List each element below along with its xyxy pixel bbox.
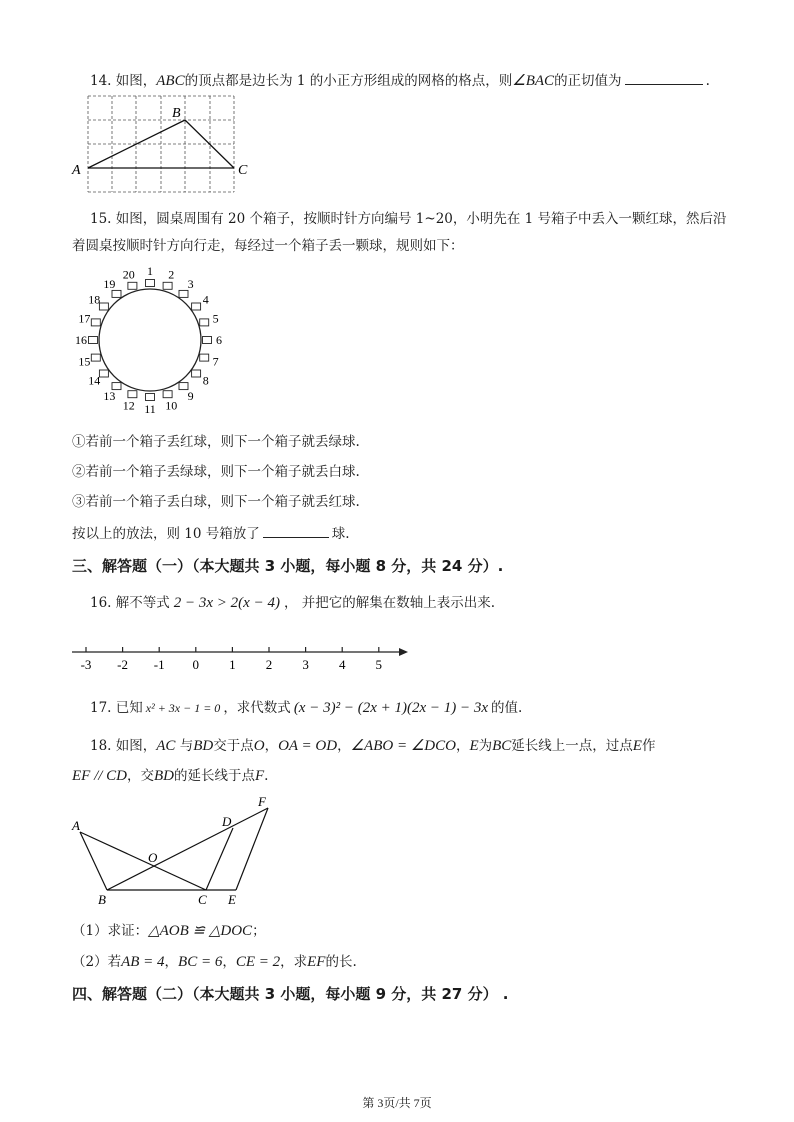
tick-label: 0	[192, 657, 200, 672]
q18-part2: （2）若AB = 4，BC = 6，CE = 2，求EF的长.	[72, 954, 357, 970]
box-label-18: 18	[88, 292, 101, 307]
q15-question: 按以上的放法，则 10 号箱放了 球.	[72, 526, 350, 542]
fig-label-E: E	[228, 892, 236, 907]
page-footer: 第 3页/共 7页	[362, 1096, 432, 1110]
box-label-11: 11	[144, 402, 156, 416]
tick-label: -3	[80, 657, 92, 672]
q18-line1: 18. 如图，AC 与BD交于点O，OA = OD，∠ABO = ∠DCO，E为BC延长线上一点，过点E作	[90, 738, 656, 754]
box-label-20: 20	[122, 267, 135, 282]
q15-rule3: ③若前一个箱子丢白球，则下一个箱子就丢红球.	[72, 494, 360, 510]
box-label-2: 2	[168, 267, 175, 282]
q18-line2: EF // CD，交BD的延长线于点F.	[72, 768, 269, 784]
q14-text: 14. 如图，ABC的顶点都是边长为 1 的小正方形组成的网格的格点，则∠BAC的正切值为 .	[90, 73, 710, 89]
q16-text: 16. 解不等式 2 − 3x > 2(x − 4) ， 并把它的解集在数轴上表示出来.	[90, 595, 496, 611]
label-C: C	[238, 163, 248, 178]
box-label-8: 8	[202, 373, 209, 388]
section-4-heading: 四、解答题（二）（本大题共 3 小题，每小题 9 分，共 27 分） .	[72, 985, 509, 1003]
q17-text: 17. 已知 x² + 3x − 1 = 0 ，求代数式 (x − 3)² − (2x + 1)(2x − 1) − 3x 的值.	[90, 700, 523, 716]
fig-label-O: O	[148, 850, 158, 865]
q18-part1: （1）求证：△AOB ≌ △DOC；	[72, 923, 266, 939]
box-label-10: 10	[165, 398, 178, 413]
box-label-9: 9	[187, 388, 194, 403]
box-label-6: 6	[216, 333, 222, 347]
box-label-5: 5	[212, 311, 219, 326]
box-label-12: 12	[122, 398, 135, 413]
fig-label-A: A	[72, 818, 80, 833]
box-label-4: 4	[202, 292, 209, 307]
box-label-17: 17	[78, 311, 91, 326]
q15-line2: 着圆桌按顺时针方向行走，每经过一个箱子丢一颗球，规则如下：	[72, 238, 464, 254]
box-label-3: 3	[187, 277, 194, 292]
tick-label: 3	[302, 657, 309, 672]
tick-label: 5	[375, 657, 383, 672]
label-B: B	[172, 106, 181, 121]
box-label-13: 13	[103, 388, 116, 403]
box-label-1: 1	[147, 264, 153, 278]
tick-label: 2	[265, 657, 273, 672]
q15-line1: 15. 如图，圆桌周围有 20 个箱子，按顺时针方向编号 1~20，小明先在 1 号箱子中丢入一颗红球，然后沿	[90, 211, 727, 227]
fig-label-D: D	[222, 814, 232, 829]
box-label-19: 19	[103, 277, 116, 292]
label-A: A	[72, 163, 81, 178]
q15-rule1: ①若前一个箱子丢红球，则下一个箱子就丢绿球.	[72, 434, 360, 450]
fig-label-F: F	[258, 794, 266, 809]
box-label-15: 15	[78, 354, 91, 369]
tick-label: -2	[117, 657, 129, 672]
tick-label: -1	[153, 657, 165, 672]
q15-rule2: ②若前一个箱子丢绿球，则下一个箱子就丢白球.	[72, 464, 360, 480]
fig-label-B: B	[98, 892, 106, 907]
tick-label: 4	[338, 657, 346, 672]
box-label-16: 16	[75, 333, 87, 347]
fig-label-C: C	[198, 892, 207, 907]
section-3-heading: 三、解答题（一）（本大题共 3 小题，每小题 8 分，共 24 分）.	[72, 557, 504, 575]
box-label-7: 7	[212, 354, 219, 369]
tick-label: 1	[229, 657, 236, 672]
box-label-14: 14	[88, 373, 101, 388]
